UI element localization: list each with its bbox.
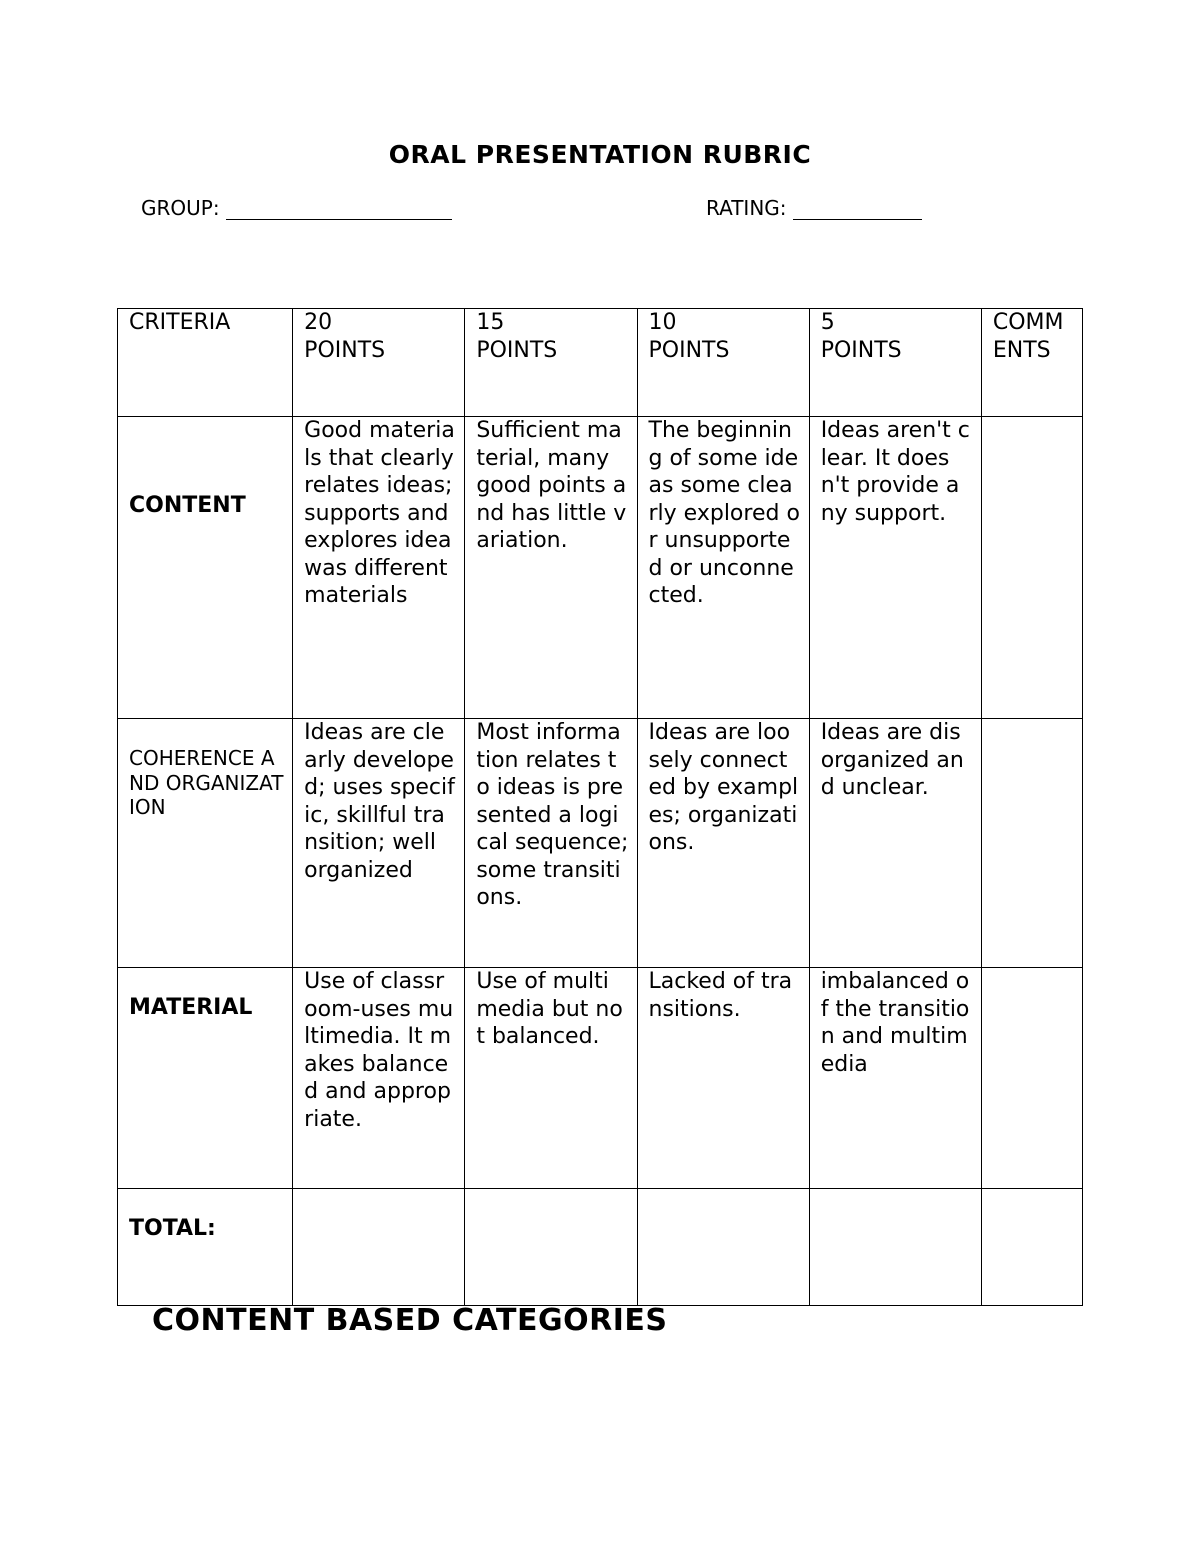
table-row-material [118,968,1083,1189]
header-15-points [465,309,637,417]
rubric-cell: Good materials that clearly relates ideas; supports and explores idea was different materials [293,417,465,719]
header-5-number: 5 [820,310,835,335]
rubric-cell: Most information relates to ideas is presented a logical sequence; some transitions. [465,719,637,968]
header-10-number: 10 [648,310,677,335]
header-5-points [809,309,981,417]
header-20-number: 20 [304,310,333,335]
rubric-cell: The beginning of some ideas some clearly explored or unsupported or unconnected. [637,417,809,719]
header-10-points [637,309,809,417]
criterion-cell: MATERIAL [118,968,293,1189]
group-blank-line[interactable] [226,197,452,220]
header-20-points [293,309,465,417]
header-20-label: POINTS [304,337,386,363]
criteria-header: CRITERIA [118,309,293,417]
table-row-coherence [118,719,1083,968]
header-15-number: 15 [476,310,505,335]
header-10-label: POINTS [648,337,730,363]
header-15-label: POINTS [476,337,558,363]
comments-cell[interactable] [981,417,1082,719]
document-title: ORAL PRESENTATION RUBRIC [388,140,812,169]
comments-header: COMMENTS [981,309,1082,417]
comments-cell[interactable] [981,968,1082,1189]
total-cell[interactable] [637,1189,809,1306]
rating-field [706,196,922,220]
rubric-cell: imbalanced of the transition and multimedia [809,968,981,1189]
rating-label: RATING: [706,196,787,220]
comments-cell[interactable] [981,719,1082,968]
rubric-cell: Sufficient material, many good points and has little variation. [465,417,637,719]
header-5-label: POINTS [820,337,902,363]
rating-blank-line[interactable] [793,197,922,220]
rubric-cell: Use of classroom-uses multimedia. It makes balanced and appropriate. [293,968,465,1189]
table-header-row [118,309,1083,417]
rubric-table [117,308,1083,1306]
rubric-cell: Ideas are clearly developed; uses specific, skillful transition; well organized [293,719,465,968]
group-field [141,196,452,220]
group-label: GROUP: [141,196,220,220]
rubric-cell: Ideas aren't clear. It doesn't provide any support. [809,417,981,719]
total-cell[interactable] [293,1189,465,1306]
table-row-content [118,417,1083,719]
rubric-cell: Use of multimedia but not balanced. [465,968,637,1189]
rubric-cell: Ideas are loosely connected by examples; organizations. [637,719,809,968]
criterion-cell: COHERENCE AND ORGANIZATION [118,719,293,968]
total-cell[interactable] [465,1189,637,1306]
criterion-cell: TOTAL: [118,1189,293,1306]
content-based-categories-heading: CONTENT BASED CATEGORIES [152,1303,668,1338]
criterion-cell: CONTENT [118,417,293,719]
total-cell[interactable] [809,1189,981,1306]
table-row-total [118,1189,1083,1306]
rubric-cell: Ideas are disorganized and unclear. [809,719,981,968]
rubric-cell: Lacked of transitions. [637,968,809,1189]
total-cell[interactable] [981,1189,1082,1306]
